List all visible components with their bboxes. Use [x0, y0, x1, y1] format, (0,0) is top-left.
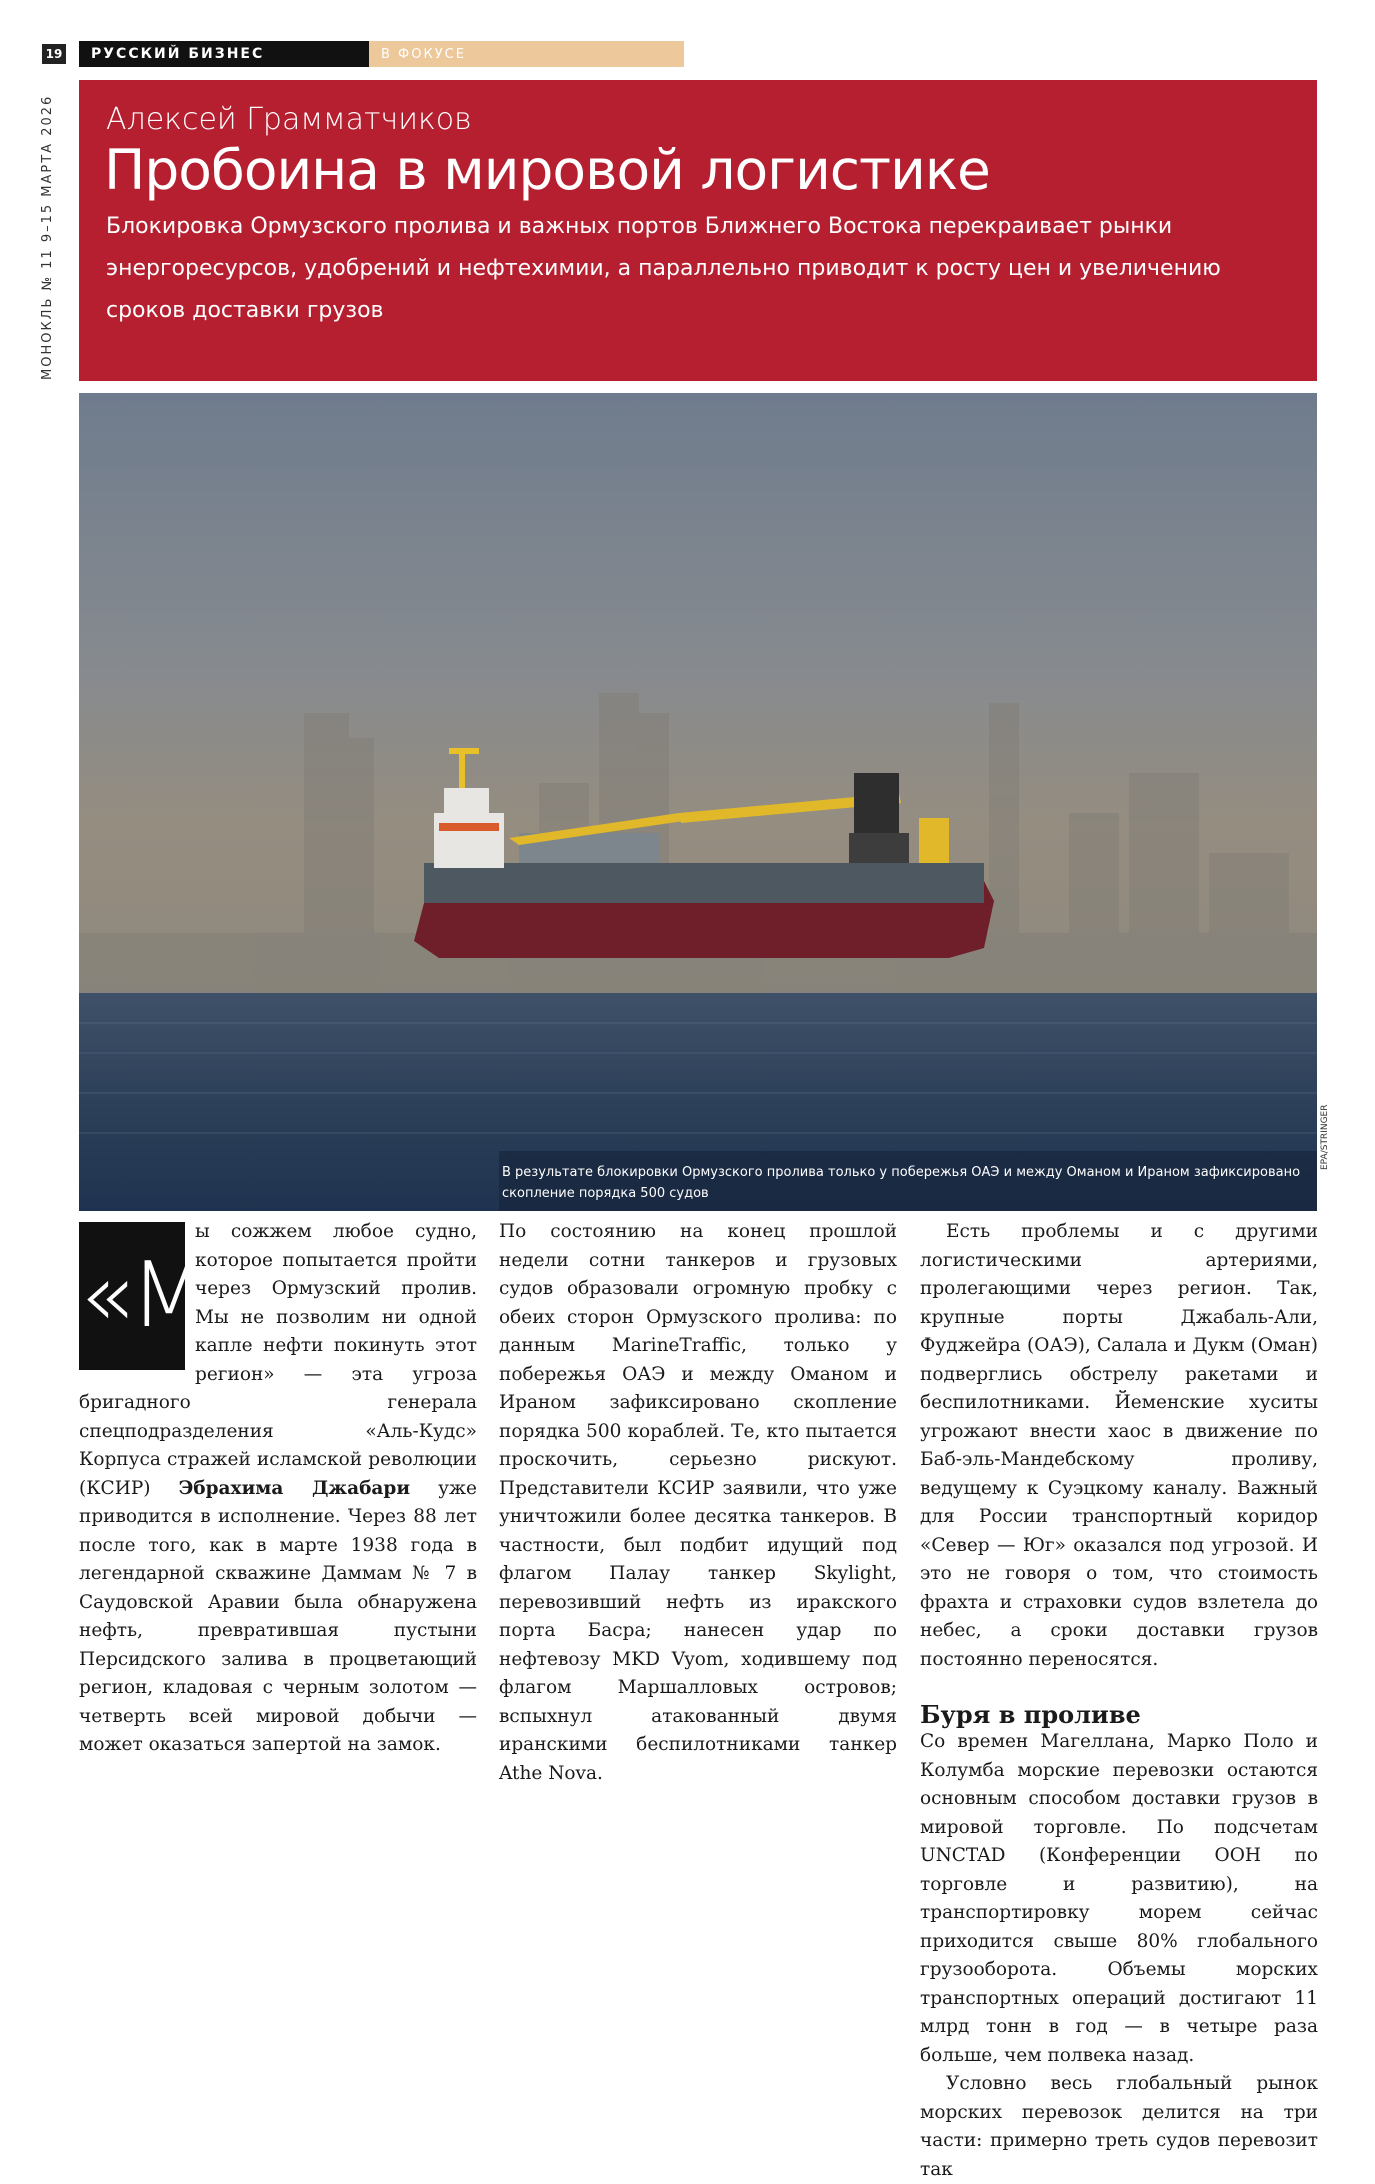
column-3 [920, 1218, 1318, 2180]
author-name: Алексей Грамматчиков [106, 102, 472, 137]
paragraph-3: Есть проблемы и с другими логистическими артериями, пролегающими через регион. Так, крупные порты Джабаль-Али, Фуджейра (ОАЭ), Салала и Дукм (Оман) подверглись обстрелу ракетами и беспилотниками. Йеменские хуситы угрожают внести хаос в движение по Баб-эль-Мандебскому проливу, ведущему к Суэцкому каналу. Важный для России транспортный коридор «Север — Юг» оказался под угрозой. И это не говоря о том, что стоимость фрахта и страховки судов взлетела до небес, а сроки доставки грузов постоянно переносятся. [920, 1221, 1318, 1670]
page-number: 19 [42, 44, 66, 64]
article-lead: Блокировка Ормузского пролива и важных портов Ближнего Востока перекраивает рынки энергоресурсов, удобрений и нефтехимии, а параллельно приводит к росту цен и увеличению сроков доставки грузов [106, 214, 1221, 323]
paragraph-5: Условно весь глобальный рынок морских перевозок делится на три части: примерно треть судов перевозит так [920, 2073, 1318, 2180]
column-2 [499, 1218, 897, 1814]
photo-credit: EPA/STRINGER [1320, 1104, 1330, 1170]
section-label: В ФОКУСЕ [369, 41, 684, 67]
paragraph-1: «М ы сожжем любое судно, которое попытается пройти через Ормузский пролив. Мы не позволим ни одной капле нефти покинуть этот регион» — эта угроза бригадного генерала спецподразделения «Аль-Кудс» Корпуса стражей исламской революции (КСИР) Эбрахима Джабари уже приводится в исполнение. Через 88 лет после того, как в марте 1938 года в легендарной скважине Даммам № 7 в Саудовской Аравии была обнаружена нефть, превратившая пустыни Персидского залива в процветающий регион, кладовая с черным золотом — четверть всей мировой добычи — может оказаться запертой на замок. [79, 1221, 477, 1755]
article-title: Пробоина в мировой логистике [104, 138, 990, 202]
article-photo [79, 393, 1317, 1211]
paragraph-2: По состоянию на конец прошлой недели сотни танкеров и грузовых судов образовали огромную пробку с обеих сторон Ормузского пролива: по данным MarineTraffic, только у побережья ОАЭ и между Оманом и Ираном зафиксировано скопление порядка 500 кораблей. Те, кто пытается проскочить, серьезно рискуют. Представители КСИР заявили, что уже уничтожили более десятка танкеров. В частности, был подбит идущий под флагом Палау танкер Skylight, перевозивший нефть из иракского порта Басра; нанесен удар по нефтевозу MKD Vyom, ходившему под флагом Маршалловых островов; вспыхнул атакованный двумя иранскими беспилотниками танкер Athe Nova. [499, 1221, 897, 1784]
ship-photo-illustration [79, 393, 1317, 1211]
name-highlight: Эбрахима Джабари [178, 1477, 411, 1499]
column-1 [79, 1218, 477, 1814]
issue-line: МОНОКЛЬ № 11 9–15 МАРТА 2026 [40, 94, 55, 380]
rubric-label: РУССКИЙ БИЗНЕС [79, 41, 369, 67]
dropcap: «М [79, 1222, 185, 1370]
subheading: Буря в проливе [920, 1700, 1141, 1729]
paragraph-4: Со времен Магеллана, Марко Поло и Колумба морские перевозки остаются основным способом доставки грузов в мировой торговле. По подсчетам UNCTAD (Конференции ООН по торговле и развитию), на транспортировку морем сейчас приходится свыше 80% глобального грузооборота. Объемы морских транспортных операций достигают 11 млрд тонн в год — в четыре раза больше, чем полвека назад. [920, 1731, 1318, 2066]
article-header [79, 80, 1317, 381]
photo-caption: В результате блокировки Ормузского пролива только у побережья ОАЭ и между Оманом и Ираном зафиксировано скопление порядка 500 судов [502, 1165, 1301, 1201]
